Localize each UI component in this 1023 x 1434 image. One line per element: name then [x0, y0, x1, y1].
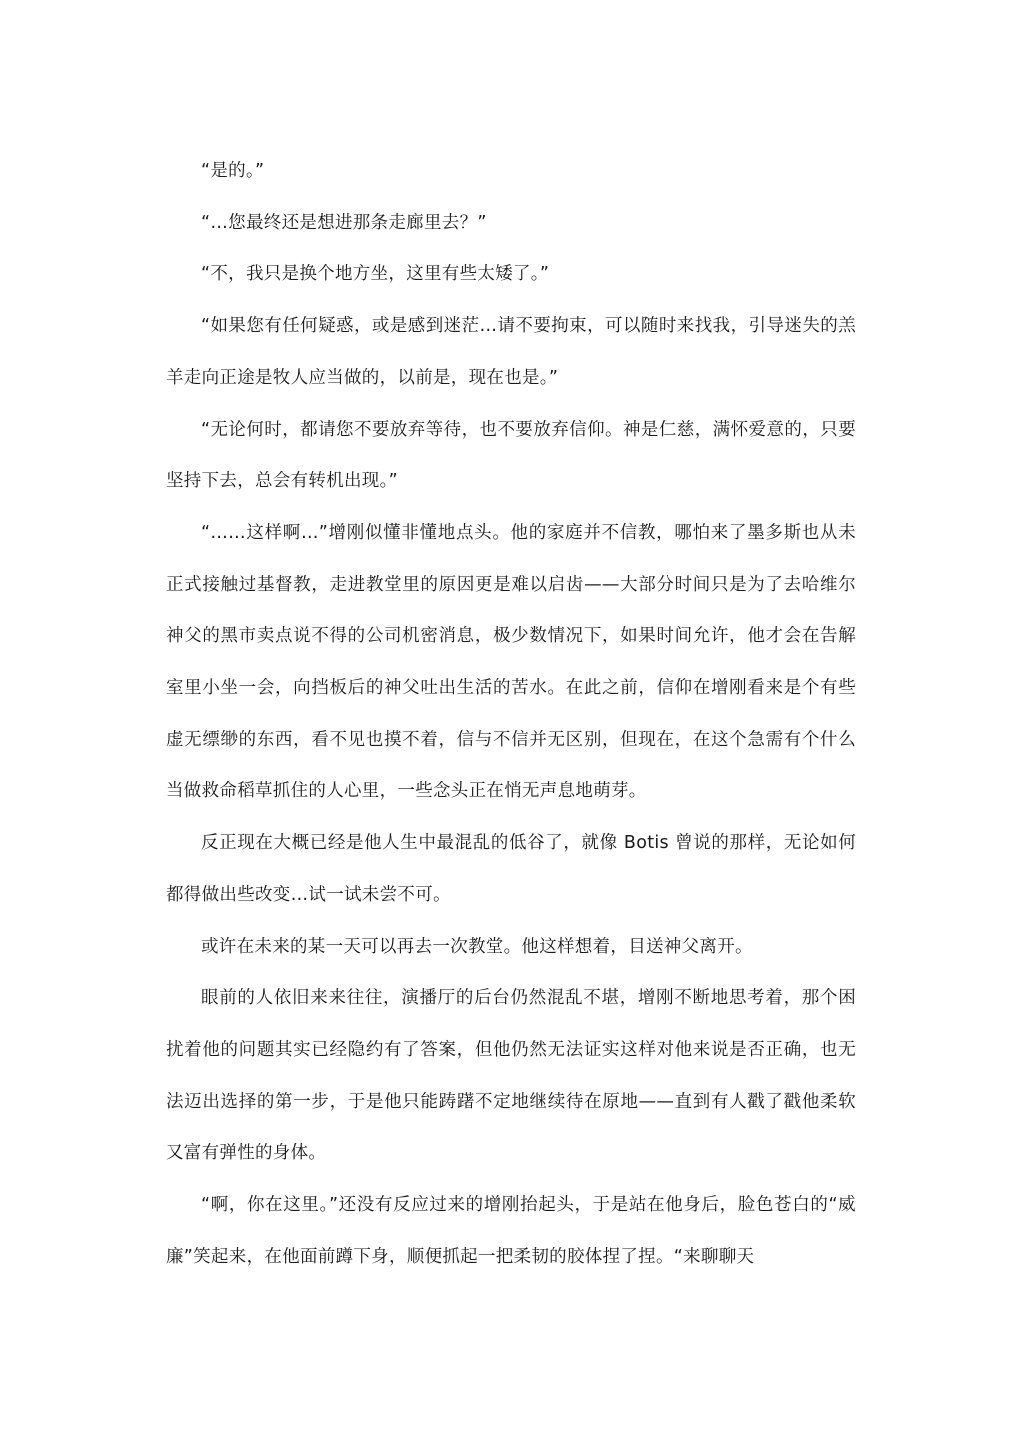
paragraph: 或许在未来的某一天可以再去一次教堂。他这样想着，目送神父离开。: [201, 936, 753, 957]
paragraph: “……这样啊…”增刚似懂非懂地点头。他的家庭并不信教，哪怕来了墨多斯也从未正式接触过基督教，走进教堂里的原因更是难以启齿——大部分时间只是为了去哈维尔神父的黑市卖点说不得的公司机密消息，极少数情况下，如果时间允许，他才会在告解室里小坐一会，向挡板后的神父吐出生活的苦水。在此之前，信仰在增刚看来是个有些虚无缥缈的东西，看不见也摸不着，信与不信并无区别，但现在，在这个急需有个什么当做救命稻草抓住的人心里，一些念头正在悄无声息地萌芽。: [166, 522, 856, 802]
paragraph: “是的。”: [201, 161, 265, 181]
paragraph: “不，我只是换个地方坐，这里有些太矮了。”: [201, 264, 550, 285]
body-text: [166, 146, 856, 1283]
paragraph: “啊，你在这里。”还没有反应过来的增刚抬起头，于是站在他身后，脸色苍白的“威廉”笑起来，在他面前蹲下身，顺便抓起一把柔韧的胶体捏了捏。“来聊聊天: [166, 1195, 856, 1267]
paragraph: 眼前的人依旧来来往往，演播厅的后台仍然混乱不堪，增刚不断地思考着，那个困扰着他的问题其实已经隐约有了答案，但他仍然无法证实这样对他来说是否正确，也无法迈出选择的第一步，于是他只能踌躇不定地继续待在原地——直到有人戳了戳他柔软又富有弹性的身体。: [166, 988, 856, 1164]
paragraph: “无论何时，都请您不要放弃等待，也不要放弃信仰。神是仁慈，满怀爱意的，只要坚持下去，总会有转机出现。”: [166, 419, 856, 492]
paragraph: “…您最终还是想进那条走廊里去？”: [201, 212, 487, 233]
paragraph: 反正现在大概已经是他人生中最混乱的低谷了，就像 Botis 曾说的那样，无论如何都得做出些改变…试一试未尝不可。: [166, 833, 856, 905]
paragraph: “如果您有任何疑惑，或是感到迷茫…请不要拘束，可以随时来找我，引导迷失的羔羊走向正途是牧人应当做的，以前是，现在也是。”: [166, 316, 856, 388]
